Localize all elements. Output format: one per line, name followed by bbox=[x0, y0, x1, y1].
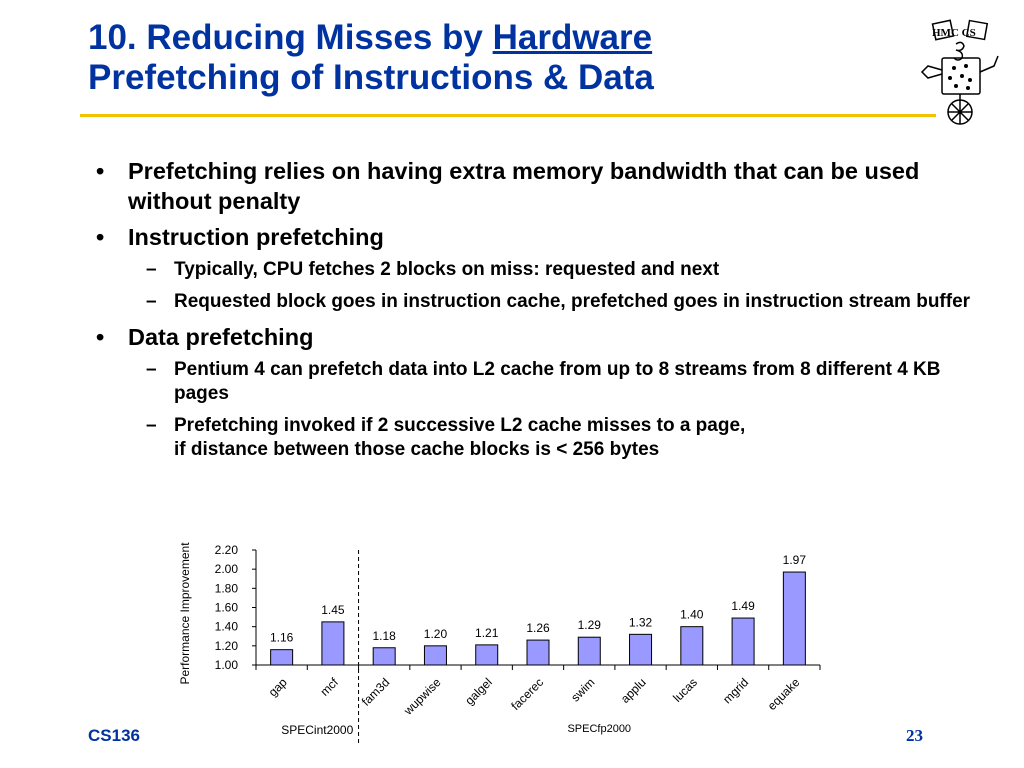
bullet-list bbox=[96, 156, 996, 470]
bar-value-label: 1.97 bbox=[782, 553, 807, 568]
category-label: mcf bbox=[317, 675, 342, 699]
bullet-text: Prefetching relies on having extra memory bandwidth that can be used without penalty bbox=[128, 158, 920, 214]
course-label: CS136 bbox=[88, 726, 140, 745]
bullet-marker: • bbox=[96, 324, 105, 350]
bar bbox=[271, 650, 293, 665]
bar bbox=[527, 640, 549, 665]
bar-value-label: 1.26 bbox=[526, 621, 550, 636]
chart-svg bbox=[170, 528, 840, 743]
y-tick-label: 1.00 bbox=[214, 658, 238, 672]
bar bbox=[373, 648, 395, 665]
y-tick-label: 1.60 bbox=[214, 600, 238, 615]
bar-value-label: 1.20 bbox=[423, 626, 448, 641]
y-tick-label: 1.80 bbox=[214, 581, 238, 596]
page-number: 23 bbox=[906, 726, 923, 745]
logo-text: HMC CS bbox=[932, 27, 976, 39]
sub-bullet-item bbox=[146, 358, 996, 406]
y-tick-label: 2.00 bbox=[214, 562, 238, 577]
sub-bullet-item bbox=[146, 258, 996, 282]
category-label: swim bbox=[568, 675, 598, 705]
bullet-marker: • bbox=[96, 158, 105, 184]
bar-value-label: 1.32 bbox=[628, 615, 653, 630]
bullet-item bbox=[96, 322, 996, 352]
bar-value-label: 1.45 bbox=[321, 602, 345, 617]
bar-value-label: 1.21 bbox=[475, 625, 499, 640]
bar bbox=[322, 622, 344, 665]
category-label: applu bbox=[617, 675, 649, 706]
sub-bullet-marker: – bbox=[146, 259, 157, 280]
performance-bar-chart bbox=[170, 528, 840, 743]
bar bbox=[578, 637, 600, 665]
sub-bullet-text: Typically, CPU fetches 2 blocks on miss: requested and next bbox=[174, 259, 720, 280]
y-tick-label: 1.40 bbox=[214, 619, 238, 634]
group-label: SPECfp2000 bbox=[567, 723, 632, 735]
bar bbox=[783, 572, 805, 665]
category-label: fam3d bbox=[358, 675, 393, 709]
bar bbox=[630, 634, 652, 665]
title-line2: Prefetching of Instructions & Data bbox=[88, 58, 654, 97]
bar-value-label: 1.49 bbox=[731, 599, 755, 614]
sub-bullet-item bbox=[146, 290, 996, 314]
category-label: gap bbox=[265, 675, 290, 700]
sub-bullet-text-line1: Prefetching invoked if 2 successive L2 cache misses to a page, bbox=[174, 415, 746, 436]
title-line1-prefix: 10. Reducing Misses by bbox=[88, 18, 493, 57]
bar bbox=[476, 645, 498, 665]
sub-bullet-text: Requested block goes in instruction cache, prefetched goes in instruction stream buffer bbox=[174, 291, 971, 312]
bar bbox=[424, 646, 446, 665]
bullet-item bbox=[96, 156, 996, 216]
bar-value-label: 1.29 bbox=[577, 618, 601, 633]
bar-value-label: 1.16 bbox=[269, 630, 294, 645]
sub-bullet-text-line2: if distance between those cache blocks is < 256 bytes bbox=[174, 439, 660, 460]
sub-bullet-marker: – bbox=[146, 415, 157, 436]
bar-value-label: 1.40 bbox=[680, 607, 704, 622]
bar bbox=[681, 627, 703, 665]
category-label: wupwise bbox=[401, 675, 444, 718]
y-tick-label: 2.20 bbox=[214, 543, 238, 557]
category-label: mgrid bbox=[720, 675, 752, 707]
sub-bullet-text: Pentium 4 can prefetch data into L2 cache from up to 8 streams from 8 different 4 KB pages bbox=[174, 359, 941, 404]
category-label: lucas bbox=[670, 675, 700, 705]
sub-bullet-marker: – bbox=[146, 359, 157, 380]
slide-title bbox=[88, 18, 888, 98]
bullet-item bbox=[96, 222, 996, 252]
bar bbox=[732, 618, 754, 665]
y-tick-label: 1.20 bbox=[214, 638, 238, 653]
bullet-text: Instruction prefetching bbox=[128, 224, 384, 250]
category-label: facerec bbox=[508, 675, 547, 713]
sub-bullet-item bbox=[146, 414, 996, 462]
bullet-marker: • bbox=[96, 224, 105, 250]
bullet-text: Data prefetching bbox=[128, 324, 314, 350]
sub-bullet-marker: – bbox=[146, 291, 157, 312]
hmc-cs-logo bbox=[910, 14, 1010, 126]
title-divider bbox=[80, 114, 936, 117]
category-label: equake bbox=[764, 675, 803, 713]
y-axis-label: Performance Improvement bbox=[178, 542, 192, 685]
group-label: SPECint2000 bbox=[281, 723, 354, 737]
bar-value-label: 1.18 bbox=[372, 628, 396, 643]
category-label: galgel bbox=[462, 675, 495, 708]
title-line1-underlined: Hardware bbox=[492, 18, 653, 57]
